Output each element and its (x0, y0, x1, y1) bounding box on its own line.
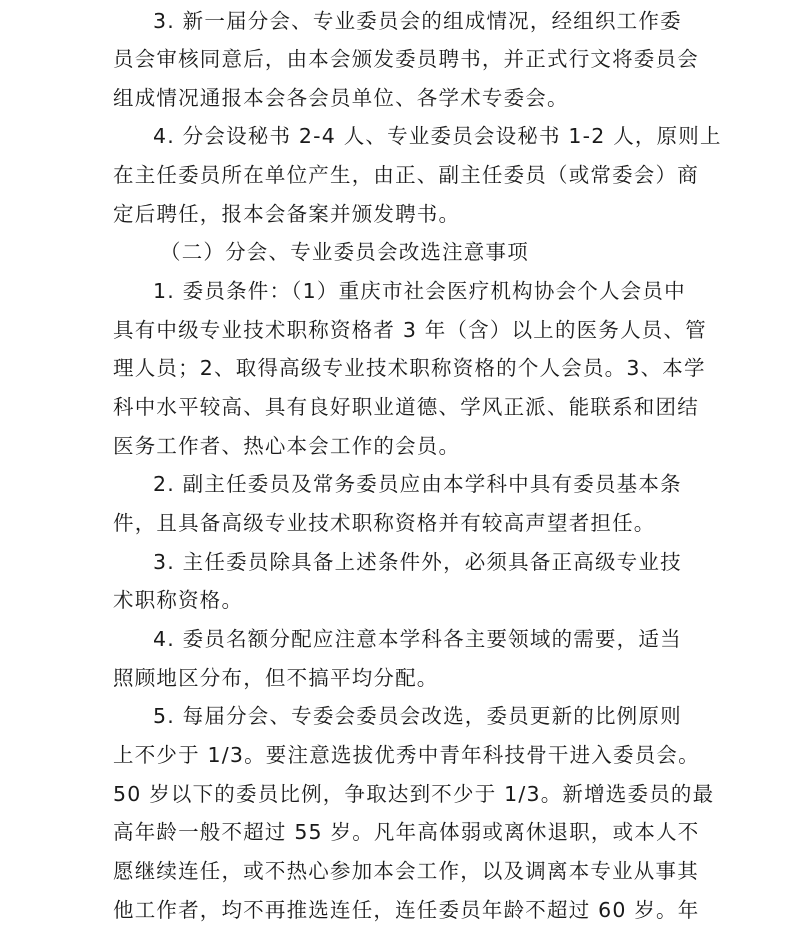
text-line-12: 医务工作者、热心本会工作的会员。 (113, 434, 461, 458)
text-line-16: 术职称资格。 (113, 588, 244, 612)
text-line-13: 2. 副主任委员及常务委员应由本学科中具有委员基本条 (153, 472, 682, 496)
text-line-14: 件，且具备高级专业技术职称资格并有较高声望者担任。 (113, 511, 656, 535)
text-line-17: 4. 委员名额分配应注意本学科各主要领域的需要，适当 (153, 627, 682, 651)
text-line-4: 4. 分会设秘书 2-4 人、专业委员会设秘书 1-2 人，原则上 (153, 124, 722, 148)
text-line-21: 50 岁以下的委员比例，争取达到不少于 1/3。新增选委员的最 (113, 782, 715, 806)
text-line-5: 在主任委员所在单位产生，由正、副主任委员（或常委会）商 (113, 163, 699, 187)
text-line-23: 愿继续连任，或不热心参加本会工作，以及调离本专业从事其 (113, 859, 699, 883)
text-line-15: 3. 主任委员除具备上述条件外，必须具备正高级专业技 (153, 550, 682, 574)
text-line-3: 组成情况通报本会各会员单位、各学术专委会。 (113, 86, 569, 110)
text-line-11: 科中水平较高、具有良好职业道德、学风正派、能联系和团结 (113, 395, 699, 419)
text-line-1: 3. 新一届分会、专业委员会的组成情况，经组织工作委 (153, 9, 682, 33)
text-line-8: 1. 委员条件：（1）重庆市社会医疗机构协会个人会员中 (153, 279, 686, 303)
section-heading: （二）分会、专业委员会改选注意事项 (160, 240, 529, 264)
text-line-10: 理人员；2、取得高级专业技术职称资格的个人会员。3、本学 (113, 356, 706, 380)
text-line-22: 高年龄一般不超过 55 岁。凡年高体弱或离休退职，或本人不 (113, 820, 700, 844)
text-line-6: 定后聘任，报本会备案并颁发聘书。 (113, 202, 461, 226)
text-line-24: 他工作者，均不再推选连任，连任委员年龄不超过 60 岁。年 (113, 898, 700, 922)
text-line-19: 5. 每届分会、专委会委员会改选，委员更新的比例原则 (153, 704, 682, 728)
text-line-9: 具有中级专业技术职称资格者 3 年（含）以上的医务人员、管 (113, 318, 707, 342)
text-line-18: 照顾地区分布，但不搞平均分配。 (113, 666, 439, 690)
text-line-20: 上不少于 1/3。要注意选拔优秀中青年科技骨干进入委员会。 (113, 743, 700, 767)
text-line-2: 员会审核同意后，由本会颁发委员聘书，并正式行文将委员会 (113, 47, 699, 71)
